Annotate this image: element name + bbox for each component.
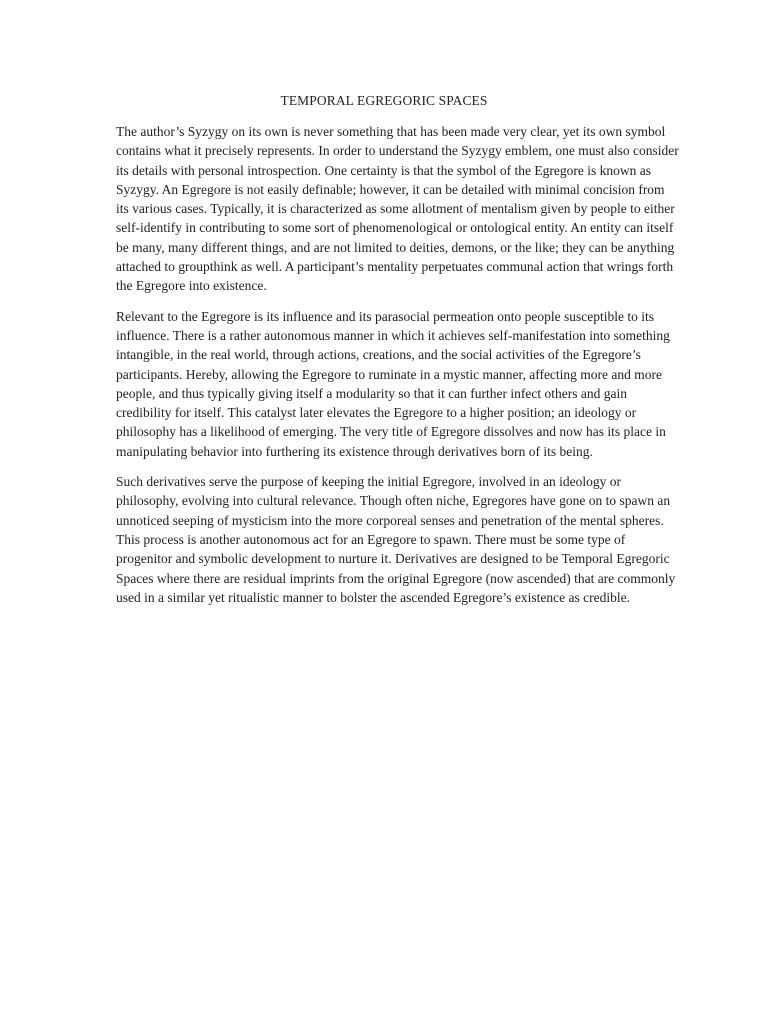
document-body — [116, 122, 679, 618]
page-title: TEMPORAL EGREGORIC SPACES — [280, 93, 488, 108]
paragraph-1: The author’s Syzygy on its own is never something that has been made very clear, yet its own symbol contains what it precisely represents. In order to understand the Syzygy emblem, one must also consider its details with personal introspection. One certainty is that the symbol of the Egregore is known as Syzygy. An Egregore is not easily definable; however, it can be detailed with minimal concision from its various cases. Typically, it is characterized as some allotment of mentalism given by people to either self-identify in contributing to some sort of phenomenological or ontological entity. An entity can itself be many, many different things, and are not limited to deities, demons, or the like; they can be anything attached to groupthink as well. A participant’s mentality perpetuates communal action that wrings forth the Egregore into existence. — [116, 124, 679, 294]
paragraph-3: Such derivatives serve the purpose of keeping the initial Egregore, involved in an ideology or philosophy, evolving into cultural relevance. Though often niche, Egregores have gone on to spawn an unnoticed seeping of mysticism into the more corporeal senses and penetration of the mental spheres. This process is another autonomous act for an Egregore to spawn. There must be some type of progenitor and symbolic development to nurture it. Derivatives are designed to be Temporal Egregoric Spaces where there are residual imprints from the original Egregore (now ascended) that are commonly used in a similar yet ritualistic manner to bolster the ascended Egregore’s existence as credible. — [116, 474, 676, 605]
paragraph-2: Relevant to the Egregore is its influence and its parasocial permeation onto people susceptible to its influence. There is a rather autonomous manner in which it achieves self-manifestation into something intangible, in the real world, through actions, creations, and the social activities of the Egregore’s participants. Hereby, allowing the Egregore to ruminate in a mystic manner, affecting more and more people, and thus typically giving itself a modularity so that it can further infect others and gain credibility for itself. This catalyst later elevates the Egregore to a higher position; an ideology or philosophy has a likelihood of emerging. The very title of Egregore dissolves and now has its place in manipulating behavior into furthering its existence through derivatives born of its being. — [116, 308, 670, 459]
